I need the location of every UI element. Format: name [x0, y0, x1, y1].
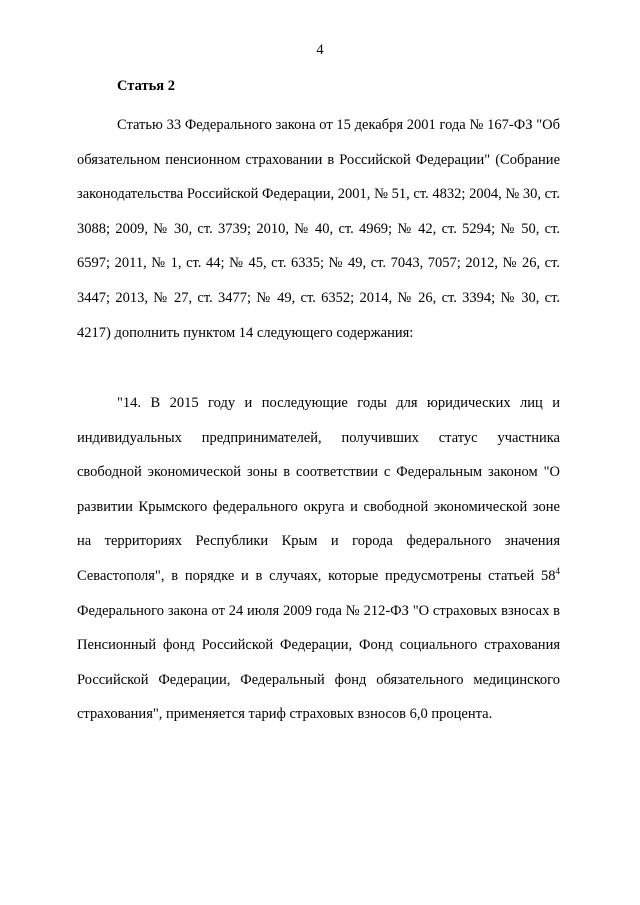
page-number: 4: [316, 42, 324, 58]
article-superscript: 4: [555, 566, 560, 577]
amendment-text-after: Федерального закона от 24 июля 2009 года № 212-ФЗ "О страховых взносах в Пенсионный фонд Российской Федерации, Фонд социального страхования Российской Федерации, Федеральный фонд обязательного медицинского страхования", применяется тариф страховых взносов 6,0 процента.: [77, 602, 560, 723]
article-paragraph-amendment: [77, 386, 560, 732]
article-paragraph-intro: Статью 33 Федерального закона от 15 декабря 2001 года № 167-ФЗ "Об обязательном пенсионном страховании в Российской Федерации" (Собрание законодательства Российской Федерации, 2001, № 51, ст. 4832; 2004, № 30, ст. 3088; 2009, № 30, ст. 3739; 2010, № 40, ст. 4969; № 42, ст. 5294; № 50, ст. 6597; 2011, № 1, ст. 44; № 45, ст. 6335; № 49, ст. 7043, 7057; 2012, № 26, ст. 3447; 2013, № 27, ст. 3477; № 49, ст. 6352; 2014, № 26, ст. 3394; № 30, ст. 4217) дополнить пунктом 14 следующего содержания:: [77, 117, 560, 341]
article-heading: Статья 2: [117, 78, 175, 94]
amendment-text-before: "14. В 2015 году и последующие годы для юридических лиц и индивидуальных предпринимателей, получивших статус участника свободной экономической зоны в соответствии с Федеральным законом "О развитии Крымского федерального округа и свободной экономической зоне на территориях Республики Крым и города федерального значения Севастополя", в порядке и в случаях, которые предусмотрены статьей 58: [77, 395, 560, 584]
